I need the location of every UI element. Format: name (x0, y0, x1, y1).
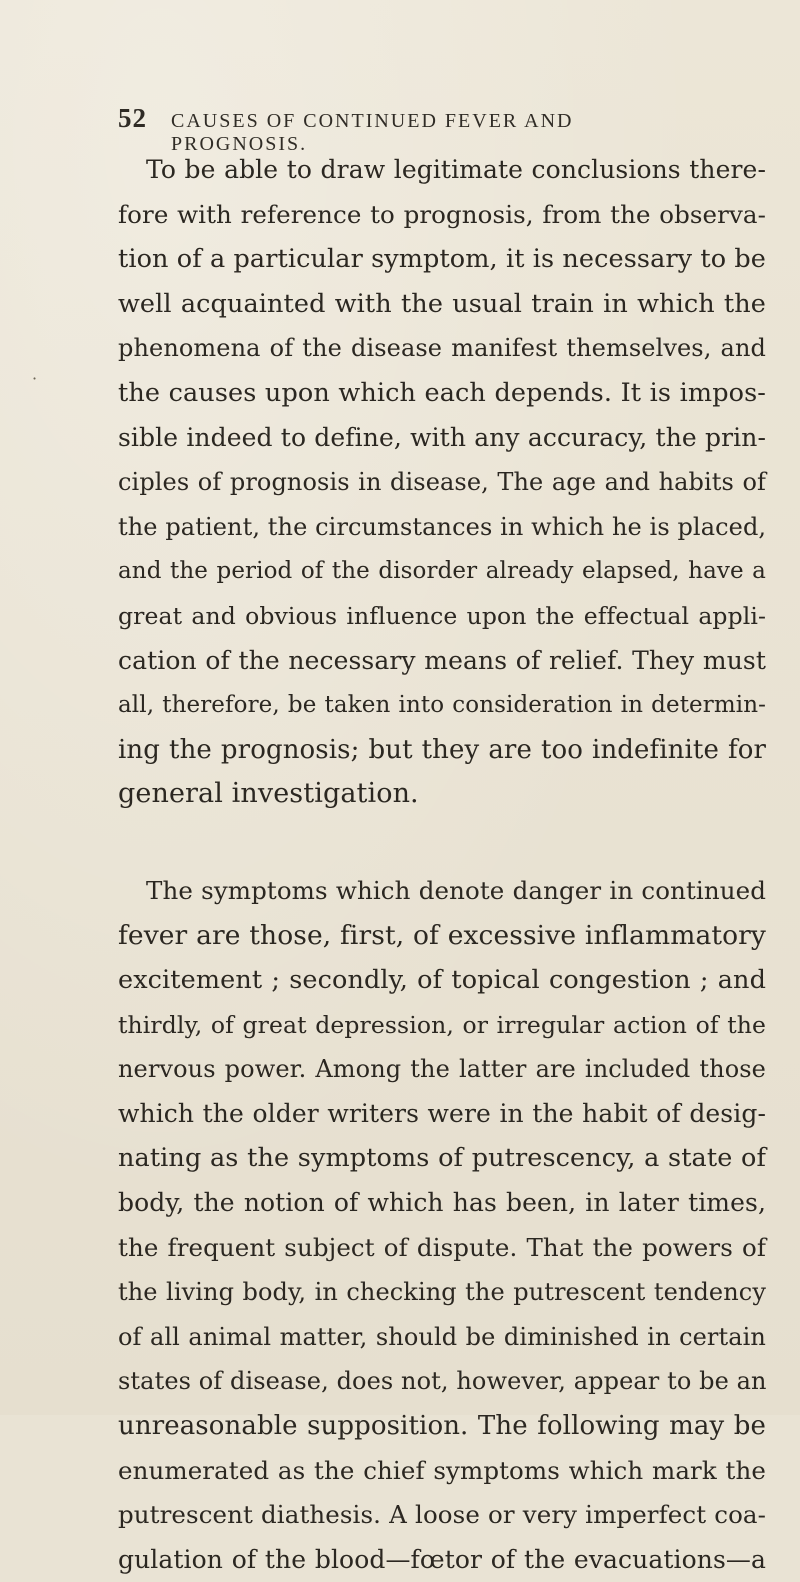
text-line: nating as the symptoms of putrescency, a state of (118, 1143, 766, 1174)
margin-dot-icon: · (32, 369, 38, 388)
text-line: ing the prognosis; but they are too indefinite for (118, 734, 766, 765)
paragraph-1 (118, 148, 766, 817)
paragraph-gap (118, 817, 766, 869)
text-line: the causes upon which each depends. It is impos- (118, 377, 766, 408)
text-line: which the older writers were in the habit of desig- (118, 1098, 766, 1128)
text-line: ciples of prognosis in disease, The age and habits of (118, 468, 766, 497)
text-line: nervous power. Among the latter are included those (118, 1055, 766, 1084)
text-line: the frequent subject of dispute. That the powers of (118, 1232, 766, 1262)
text-line: putrescent diathesis. A loose or very imperfect coa- (118, 1500, 766, 1530)
text-line: body, the notion of which has been, in later times, (118, 1188, 766, 1218)
text-line: fore with reference to prognosis, from the observa- (118, 199, 766, 229)
page-number: 52 (118, 103, 147, 133)
text-line: sible indeed to define, with any accuracy, the prin- (118, 422, 766, 452)
paragraph-2 (118, 869, 766, 1582)
text-line: To be able to draw legitimate conclusions there- (146, 155, 766, 184)
text-line: enumerated as the chief symptoms which mark the (118, 1455, 766, 1485)
text-line: and the period of the disorder already elapsed, have a (118, 558, 766, 585)
text-line: states of disease, does not, however, appear to be an (118, 1367, 767, 1396)
text-line: fever are those, first, of excessive inflammatory (118, 919, 766, 951)
text-line: great and obvious influence upon the effectual appli- (118, 601, 766, 630)
body-text (118, 148, 766, 1582)
text-line: excitement ; secondly, of topical congestion ; and (118, 965, 766, 996)
text-line: thirdly, of great depression, or irregular action of the (118, 1010, 766, 1039)
text-line: general investigation. (118, 778, 419, 810)
text-line: gulation of the blood—fœtor of the evacuations—a (118, 1544, 766, 1574)
text-line: unreasonable supposition. The following may be (118, 1411, 766, 1442)
text-line: phenomena of the disease manifest themselves, and (118, 334, 766, 363)
text-line: of all animal matter, should be diminished in certain (118, 1322, 766, 1351)
text-line: The symptoms which denote danger in continued (146, 875, 766, 905)
text-line: tion of a particular symptom, it is necessary to be (118, 244, 766, 275)
text-line: the patient, the circumstances in which he is placed, (118, 512, 767, 541)
text-line: all, therefore, be taken into consideration in determin- (118, 692, 766, 719)
text-line: the living body, in checking the putrescent tendency (118, 1278, 766, 1307)
text-line: cation of the necessary means of relief. They must (118, 645, 766, 675)
running-head: CAUSES OF CONTINUED FEVER AND PROGNOSIS. (171, 110, 574, 155)
text-line: well acquainted with the usual train in which the (118, 288, 766, 319)
